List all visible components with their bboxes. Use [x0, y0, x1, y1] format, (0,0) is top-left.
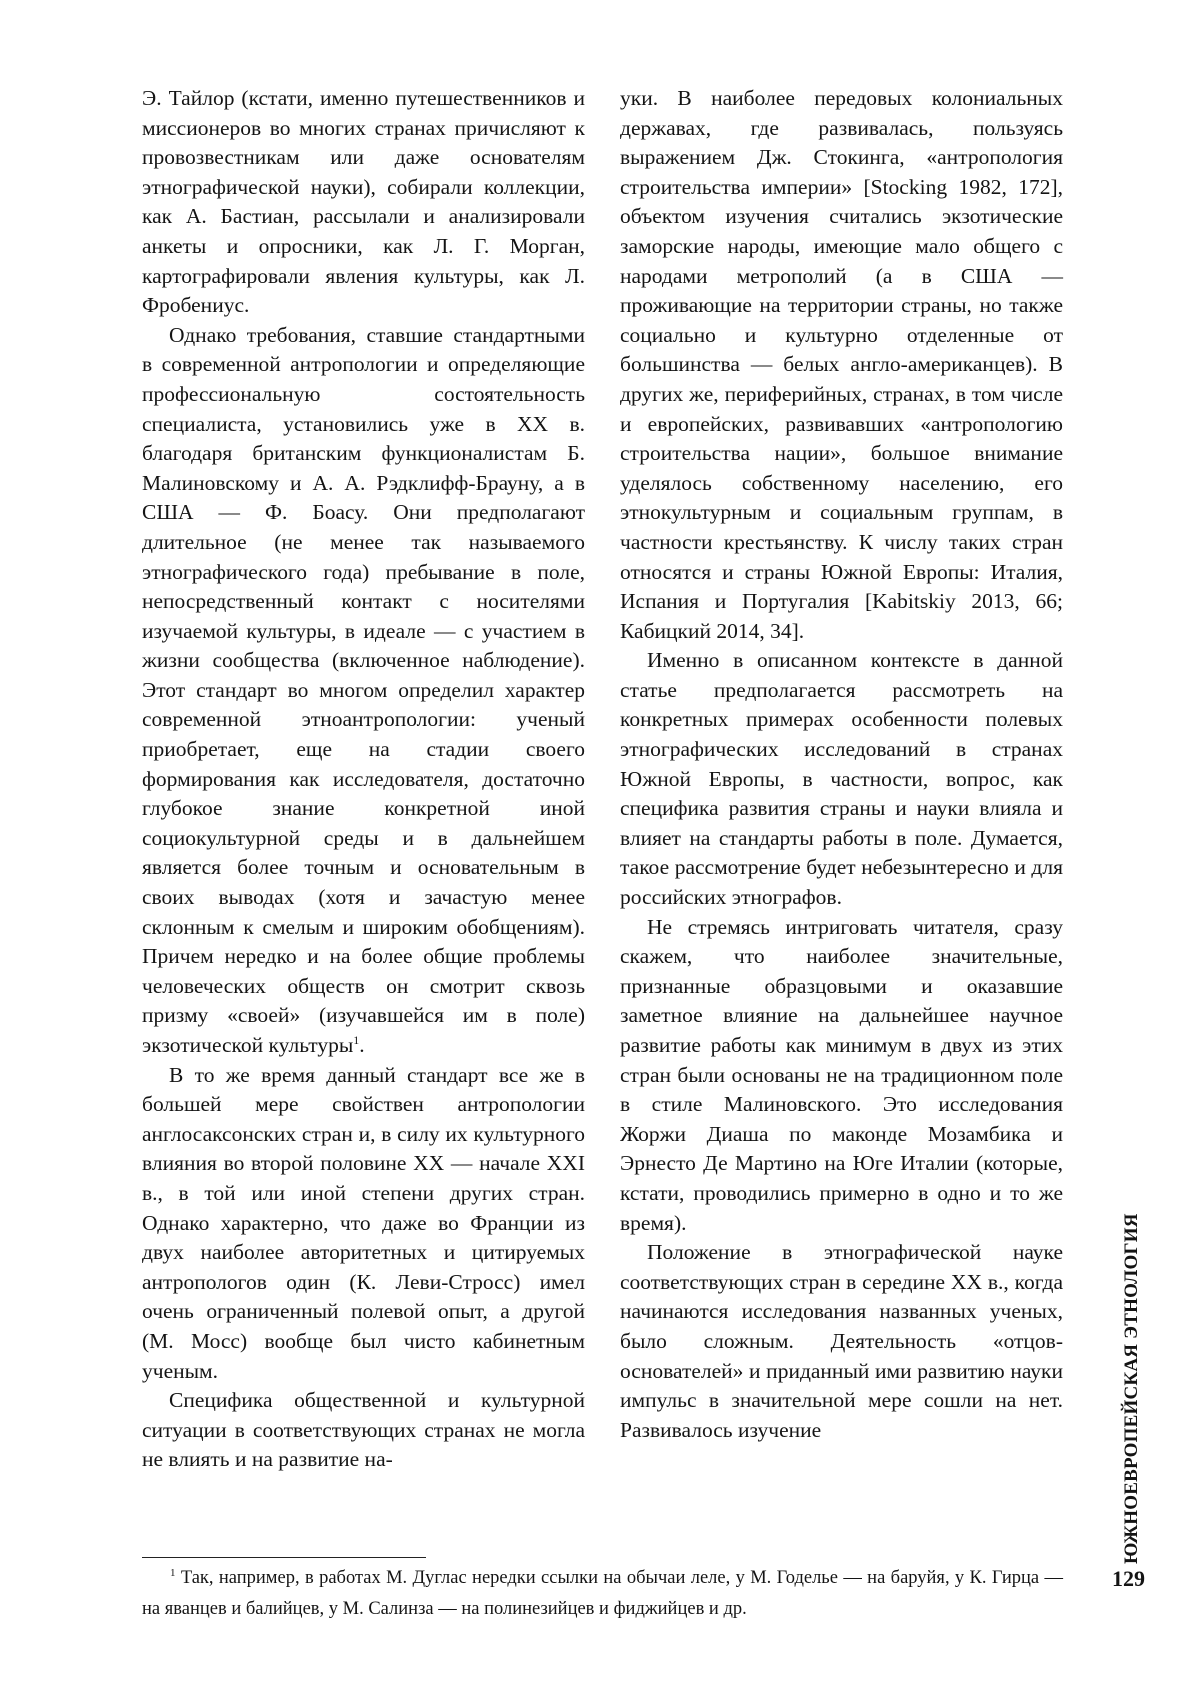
paragraph: [142, 321, 585, 1061]
paragraph: Положение в этнографической науке соответствующих стран в середине XX в., когда начинаются исследования названных ученых, было сложным. Деятельность «отцов-основателей» и приданный ими развитию науки импульс в значительной мере сошли на нет. Развивалось изучение: [620, 1238, 1063, 1445]
paragraph: Специфика общественной и культурной ситуации в соответствующих странах не могла не влиять и на развитие на-: [142, 1386, 585, 1475]
footnote-paragraph: [142, 1563, 1063, 1625]
footnote-text: Так, например, в работах М. Дуглас нередки ссылки на обычаи леле, у М. Годелье — на баруйя, у К. Гирца — на яванцев и балийцев, у М. Салинза — на полинезийцев и фиджийцев и др.: [142, 1568, 1063, 1619]
footnote-divider: [142, 1557, 426, 1558]
paragraph-text: Однако требования, ставшие стандартными в современной антропологии и определяющие профессиональную состоятельность специалиста, установились уже в XX в. благодаря британским функционалистам Б. Малиновскому и А. А. Рэдклифф-Брауну, а в США — Ф. Боасу. Они предполагают длительное (не менее так называемого этнографического года) пребывание в поле, непосредственный контакт с носителями изучаемой культуры, в идеале — с участием в жизни сообщества (включенное наблюдение). Этот стандарт во многом определил характер современной этноантропологии: ученый приобретает, еще на стадии своего формирования как исследователя, достаточно глубокое знание конкретной иной социокультурной среды и в дальнейшем является более точным и основательным в своих выводах (хотя и зачастую менее склонным к смелым и широким обобщениям). Причем нередко и на более общие проблемы человеческих обществ он смотрит сквозь призму «своей» (изучавшейся им в поле) экзотической культуры: [142, 323, 585, 1057]
paragraph: Не стремясь интриговать читателя, сразу скажем, что наиболее значительные, признанные образцовыми и оказавшие заметное влияние на дальнейшее научное развитие работы как минимум в двух из этих стран были основаны не на традиционном поле в стиле Малиновского. Это исследования Жоржи Диаша по маконде Мозамбика и Эрнесто Де Мартино на Юге Италии (которые, кстати, проводились примерно в одно и то же время).: [620, 913, 1063, 1239]
footnote-mark: 1: [170, 1567, 176, 1579]
paragraph-end: .: [359, 1033, 364, 1057]
running-head: ЮЖНОЕВРОПЕЙСКАЯ ЭТНОЛОГИЯ: [1121, 1112, 1143, 1564]
paragraph: уки. В наиболее передовых колониальных державах, где развивалась, пользуясь выражением Дж. Стокинга, «антропология строительства империи» [Stocking 1982, 172], объектом изучения считались экзотические заморские народы, имеющие мало общего с народами метрополий (а в США — проживающие на территории страны, но также социально и культурно отделенные от большинства — белых англо-американцев). В других же, периферийных, странах, в том числе и европейских, развивавших «антропологию строительства нации», большое внимание уделялось собственному населению, его этнокультурным и социальным группам, в частности крестьянству. К числу таких стран относятся и страны Южной Европы: Италия, Испания и Португалия [Kabitskiy 2013, 66; Кабицкий 2014, 34].: [620, 84, 1063, 646]
paragraph: Э. Тайлор (кстати, именно путешественников и миссионеров во многих странах причисляют к провозвестникам или даже основателям этнографической науки), собирали коллекции, как А. Бастиан, рассылали и анализировали анкеты и опросники, как Л. Г. Морган, картографировали явления культуры, как Л. Фробениус.: [142, 84, 585, 321]
paragraph: В то же время данный стандарт все же в большей мере свойствен антропологии англосаксонских стран и, в силу их культурного влияния во второй половине XX — начале XXI в., в той или иной степени других стран. Однако характерно, что даже во Франции из двух наиболее авторитетных и цитируемых антропологов один (К. Леви-Стросс) имел очень ограниченный полевой опыт, а другой (М. Мосс) вообще был чисто кабинетным ученым.: [142, 1061, 585, 1387]
left-column: [142, 84, 585, 1475]
right-column: [620, 84, 1063, 1445]
page-number: 129: [1112, 1566, 1145, 1592]
footnote-reference[interactable]: 1: [353, 1033, 359, 1047]
footnote: [142, 1563, 1063, 1625]
paragraph: Именно в описанном контексте в данной статье предполагается рассмотреть на конкретных примерах особенности полевых этнографических исследований в странах Южной Европы, в частности, вопрос, как специфика развития страны и науки влияла и влияет на стандарты работы в поле. Думается, такое рассмотрение будет небезынтересно и для российских этнографов.: [620, 646, 1063, 912]
